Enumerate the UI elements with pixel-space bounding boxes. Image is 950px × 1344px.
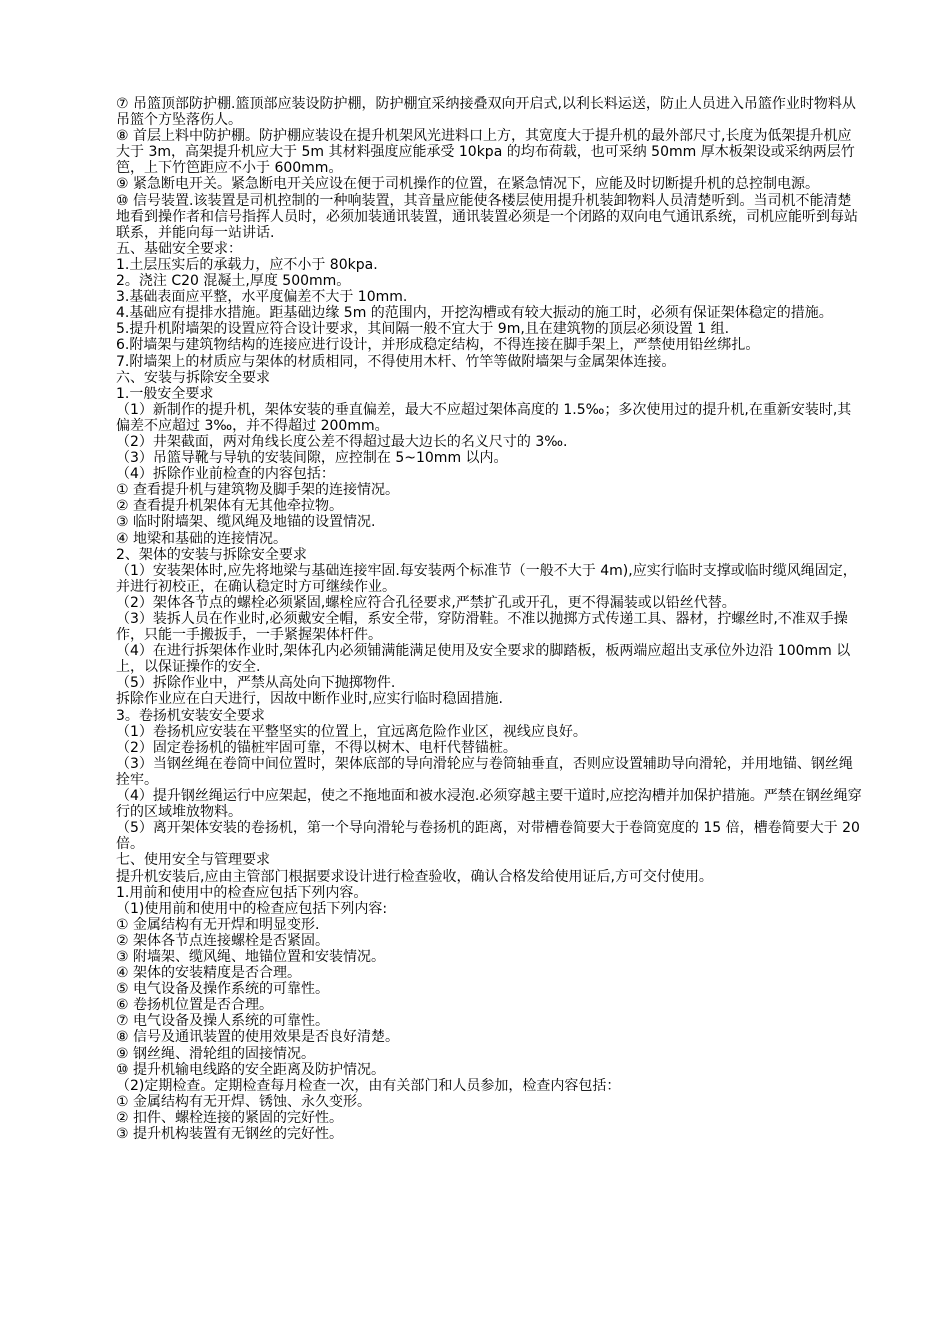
text-line: 3。卷扬机安装安全要求 <box>116 707 265 724</box>
text-line: ⑩ 信号装置.该装置是司机控制的一种响装置，其音量应能使各楼层使用提升机装卸物料人员清楚听到。当司机不能清楚地看到操作者和信号指挥人员时，必须加装通讯装置，通讯装置必须是一个闭路的双向电气通讯系统，司机应能听到每站联系，并能向每一站讲话. <box>116 192 858 241</box>
text-line: ② 扣件、螺栓连接的紧固的完好性。 <box>116 1109 344 1126</box>
text-line: 1.土层压实后的承载力，应不小于 80kpa. <box>116 256 378 273</box>
text-line: ② 架体各节点连接螺栓是否紧固。 <box>116 932 330 949</box>
text-line: （3）当钢丝绳在卷筒中间位置时，架体底部的导向滑轮应与卷筒轴垂直，否则应设置辅助导向滑轮，并用地锚、钢丝绳拴牢。 <box>116 755 853 788</box>
text-line: ⑧ 首层上料中防护棚。防护棚应装设在提升机架风光进料口上方，其宽度大于提升机的最外部尺寸,长度为低架提升机应大于 3m，高架提升机应大于 5m 其材料强度应能承受 10kpa 的均布荷载，也可采纳 50mm 厚木板架设或采纳两层竹笆，上下竹笆距应不小于 600mm。 <box>116 128 855 177</box>
text-line: ④ 地梁和基础的连接情况。 <box>116 530 288 547</box>
text-line: 5.提升机附墙架的设置应符合设计要求，其间隔一般不宜大于 9m,且在建筑物的顶层必须设置 1 组. <box>116 321 730 338</box>
text-line: （4）拆除作业前检查的内容包括： <box>116 466 335 483</box>
text-line: ② 查看提升机架体有无其他牵拉物。 <box>116 498 344 515</box>
text-line: 7.附墙架上的材质应与架体的材质相同，不得使用木杆、竹竿等做附墙架与金属架体连接。 <box>116 353 676 370</box>
text-line: 五、基础安全要求： <box>116 240 242 257</box>
text-line: （4）在进行拆架体作业时,架体孔内必须铺满能满足使用及安全要求的脚踏板，板两端应超出支承位外边沿 100mm 以上，以保证操作的安全. <box>116 643 851 676</box>
text-line: ⑤ 电气设备及操作系统的可靠性。 <box>116 981 330 998</box>
text-line: ⑦ 吊篮顶部防护棚.篮顶部应装设防护棚，防护棚宜采纳接叠双向开启式,以利长料运送，防止人员进入吊篮作业时物料从吊篮个方坠落伤人。 <box>116 96 856 129</box>
text-line: （2）固定卷扬机的锚桩牢固可靠，不得以树木、电杆代替锚桩。 <box>116 739 517 756</box>
text-line: （2)定期检查。定期检查每月检查一次，由有关部门和人员参加，检查内容包括： <box>116 1077 621 1094</box>
text-line: ③ 临时附墙架、缆风绳及地锚的设置情况. <box>116 514 376 531</box>
text-line: ⑩ 提升机输电线路的安全距离及防护情况。 <box>116 1061 385 1078</box>
text-line: ⑨ 钢丝绳、滑轮组的固接情况。 <box>116 1045 316 1062</box>
text-line: ① 查看提升机与建筑物及脚手架的连接情况。 <box>116 482 399 499</box>
text-line: ⑥ 卷扬机位置是否合理。 <box>116 997 274 1014</box>
text-line: ⑧ 信号及通讯装置的使用效果是否良好清楚。 <box>116 1029 399 1046</box>
text-line: 提升机安装后,应由主管部门根据要求设计进行检查验收，确认合格发给使用证后,方可交付使用。 <box>116 868 713 885</box>
text-line: （4）提升钢丝绳运行中应架起，使之不拖地面和被水浸泡.必须穿越主要干道时,应挖沟槽并加保护措施。严禁在钢丝绳穿行的区域堆放物料。 <box>116 788 862 821</box>
text-line: （3）装拆人员在作业时,必须戴安全帽，系安全带，穿防滑鞋。不准以抛掷方式传递工具、器材，拧螺丝时,不准双手操作，只能一手搬扳手，一手紧握架体杆件。 <box>116 611 848 644</box>
text-line: （2）井架截面，两对角线长度公差不得超过最大边长的名义尺寸的 3‰. <box>116 433 568 450</box>
text-line: ④ 架体的安装精度是否合理。 <box>116 965 302 982</box>
text-line: 2。浇注 C20 混凝土,厚度 500mm。 <box>116 273 351 290</box>
text-line: ③ 提升机构装置有无钢丝的完好性。 <box>116 1126 344 1142</box>
text-line: （2）架体各节点的螺栓必须紧固,螺栓应符合孔径要求,严禁扩孔或开孔，更不得漏装或以铅丝代替。 <box>116 594 736 611</box>
text-line: 2、架体的安装与拆除安全要求 <box>116 546 307 563</box>
text-line: （1）安装架体时,应先将地梁与基础连接牢固.每安装两个标准节（一般不大于 4m),应实行临时支撑或临时缆风绳固定，并进行初校正，在确认稳定时方可继续作业。 <box>116 562 857 595</box>
text-line: ⑦ 电气设备及操人系统的可靠性。 <box>116 1013 330 1030</box>
text-line: （1）新制作的提升机，架体安装的垂直偏差，最大不应超过架体高度的 1.5‰；多次使用过的提升机,在重新安装时,其偏差不应超过 3‰，并不得超过 200mm。 <box>116 401 852 434</box>
text-line: （1）卷扬机应安装在平整坚实的位置上，宜远离危险作业区，视线应良好。 <box>116 723 587 740</box>
text-line: ③ 附墙架、缆风绳、地锚位置和安装情况。 <box>116 948 385 965</box>
text-line: 4.基础应有提排水措施。距基础边缘 5m 的范围内，开挖沟槽或有较大振动的施工时，必须有保证架体稳定的措施。 <box>116 305 833 322</box>
text-line: 6.附墙架与建筑物结构的连接应进行设计，并形成稳定结构，不得连接在脚手架上，严禁使用铅丝绑扎。 <box>116 337 760 354</box>
text-line: （5）拆除作业中，严禁从高处向下抛掷物件. <box>116 675 396 692</box>
text-line: （1)使用前和使用中的检查应包括下列内容: <box>116 900 388 917</box>
text-line: ① 金属结构有无开焊和明显变形. <box>116 916 320 933</box>
text-line: 1.用前和使用中的检查应包括下列内容。 <box>116 884 368 901</box>
text-line: ⑨ 紧急断电开关。紧急断电开关应设在便于司机操作的位置，在紧急情况下，应能及时切断提升机的总控制电源。 <box>116 176 819 193</box>
text-line: 3.基础表面应平整，水平度偏差不大于 10mm. <box>116 289 408 306</box>
text-line: 七、使用安全与管理要求 <box>116 852 270 869</box>
text-line: （3）吊篮导靴与导轨的安装间隙，应控制在 5~10mm 以内。 <box>116 450 508 467</box>
text-line: 拆除作业应在白天进行，因故中断作业时,应实行临时稳固措施. <box>116 691 503 708</box>
text-line: （5）离开架体安装的卷扬机，第一个导向滑轮与卷扬机的距离，对带槽卷简要大于卷筒宽度的 15 倍，槽卷简要大于 20 倍。 <box>116 820 860 853</box>
text-line: 六、安装与拆除安全要求 <box>116 369 270 386</box>
text-line: 1.一般安全要求 <box>116 385 214 402</box>
text-line: ① 金属结构有无开焊、锈蚀、永久变形。 <box>116 1093 371 1110</box>
